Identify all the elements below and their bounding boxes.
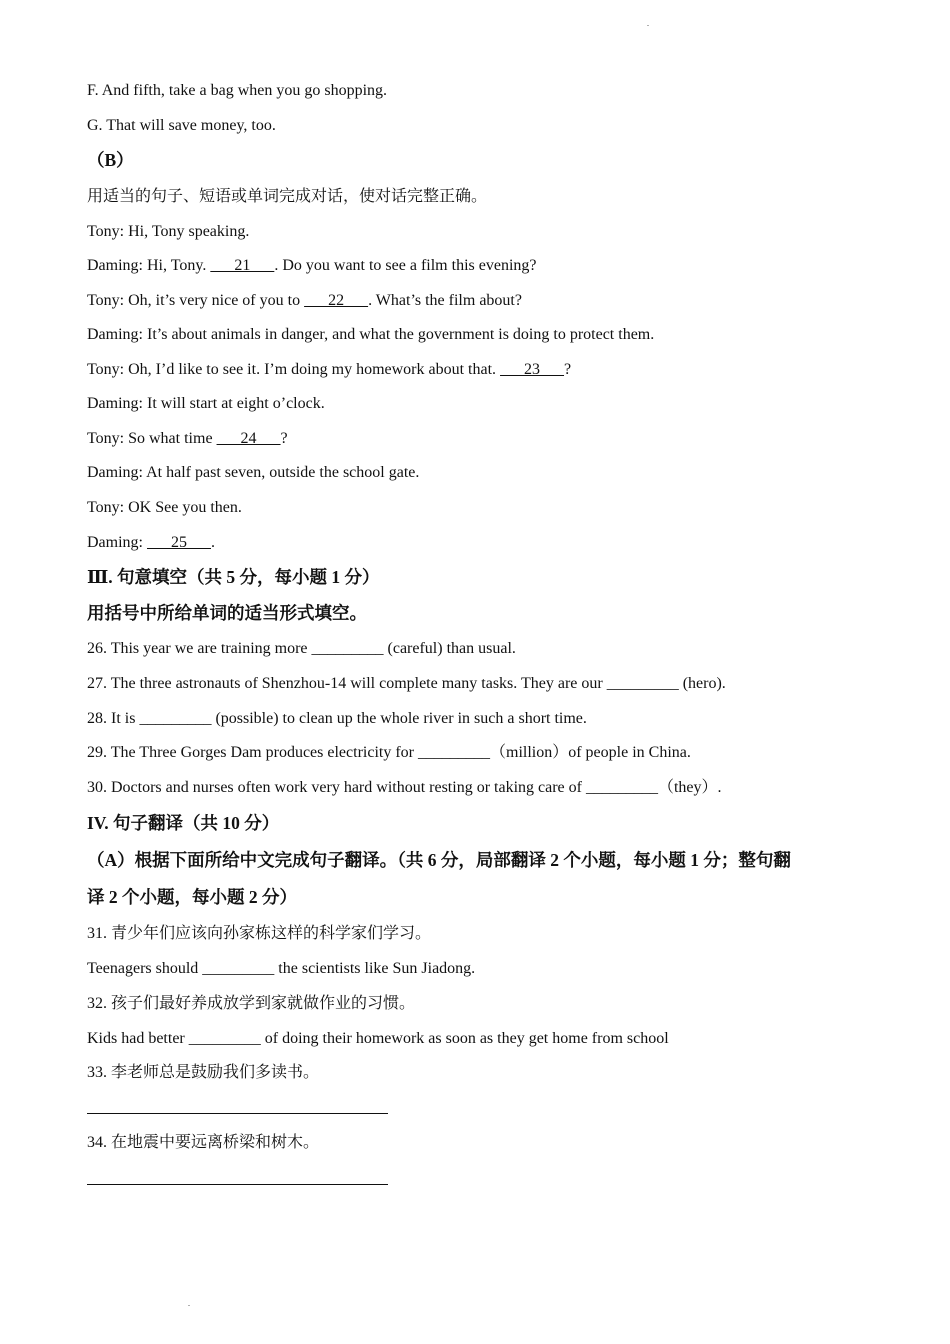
question-31-english: Teenagers should _________ the scientists like Sun Jiadong. — [87, 960, 476, 977]
question-27: 27. The three astronauts of Shenzhou-14 will complete many tasks. They are our _________ (hero). — [87, 675, 726, 692]
part-a-instruction-line-1: （A）根据下面所给中文完成句子翻译。（共 6 分，局部翻译 2 个小题，每小题 1 分；整句翻 — [87, 850, 791, 870]
scan-mark-top — [647, 25, 649, 26]
dialogue-line-7-start: Tony: So what time — [87, 430, 217, 447]
dialogue-line-10 — [87, 533, 215, 553]
question-32-english: Kids had better _________ of doing their homework as soon as they get home from school — [87, 1030, 669, 1047]
answer-line-33[interactable] — [87, 1113, 388, 1114]
dialogue-line-2-start: Daming: Hi, Tony. — [87, 257, 211, 274]
section-3-title: Ⅲ. 句意填空（共 5 分，每小题 1 分） — [87, 567, 380, 587]
dialogue-line-9: Tony: OK See you then. — [87, 499, 242, 516]
dialogue-line-4: Daming: It’s about animals in danger, and what the government is doing to protect them. — [87, 326, 655, 343]
blank-22[interactable]: 22 — [304, 292, 369, 309]
scan-mark-bottom — [188, 1305, 190, 1306]
question-26: 26. This year we are training more _________ (careful) than usual. — [87, 640, 516, 657]
option-f: F. And fifth, take a bag when you go shopping. — [87, 82, 388, 99]
dialogue-line-3-end: . What’s the film about? — [368, 292, 522, 309]
blank-25[interactable]: 25 — [147, 534, 211, 551]
question-31-chinese: 31. 青少年们应该向孙家栋这样的科学家们学习。 — [87, 925, 432, 942]
section-3-instruction: 用括号中所给单词的适当形式填空。 — [87, 603, 367, 623]
question-30: 30. Doctors and nurses often work very hard without resting or taking care of _________（they）. — [87, 779, 722, 796]
dialogue-line-5 — [87, 360, 571, 380]
question-32-chinese: 32. 孩子们最好养成放学到家就做作业的习惯。 — [87, 995, 416, 1012]
part-b-instruction: 用适当的句子、短语或单词完成对话，使对话完整正确。 — [87, 188, 488, 205]
dialogue-line-5-end: ? — [564, 361, 572, 378]
option-g: G. That will save money, too. — [87, 117, 276, 134]
dialogue-line-10-end: . — [211, 534, 215, 551]
dialogue-line-7 — [87, 429, 288, 449]
dialogue-line-3 — [87, 291, 522, 311]
question-28: 28. It is _________ (possible) to clean up the whole river in such a short time. — [87, 710, 587, 727]
part-b-heading: （B） — [87, 150, 134, 170]
dialogue-line-2 — [87, 256, 537, 276]
part-a-instruction-line-2: 译 2 个小题，每小题 2 分） — [87, 887, 297, 907]
blank-23[interactable]: 23 — [500, 361, 565, 378]
dialogue-line-10-start: Daming: — [87, 534, 147, 551]
dialogue-line-1: Tony: Hi, Tony speaking. — [87, 223, 250, 240]
blank-24[interactable]: 24 — [216, 430, 281, 447]
question-33-chinese: 33. 李老师总是鼓励我们多读书。 — [87, 1064, 320, 1081]
dialogue-line-7-end: ? — [280, 430, 288, 447]
dialogue-line-2-end: . Do you want to see a film this evening? — [274, 257, 537, 274]
answer-line-34[interactable] — [87, 1184, 388, 1185]
dialogue-line-3-start: Tony: Oh, it’s very nice of you to — [87, 292, 305, 309]
dialogue-line-6: Daming: It will start at eight o’clock. — [87, 395, 325, 412]
dialogue-line-5-start: Tony: Oh, I’d like to see it. I’m doing my homework about that. — [87, 361, 501, 378]
question-34-chinese: 34. 在地震中要远离桥梁和树木。 — [87, 1134, 320, 1151]
blank-21[interactable]: 21 — [210, 257, 275, 274]
section-4-title: IV. 句子翻译（共 10 分） — [87, 813, 280, 833]
question-29: 29. The Three Gorges Dam produces electricity for _________（million）of people in China. — [87, 744, 691, 761]
dialogue-line-8: Daming: At half past seven, outside the school gate. — [87, 464, 420, 481]
